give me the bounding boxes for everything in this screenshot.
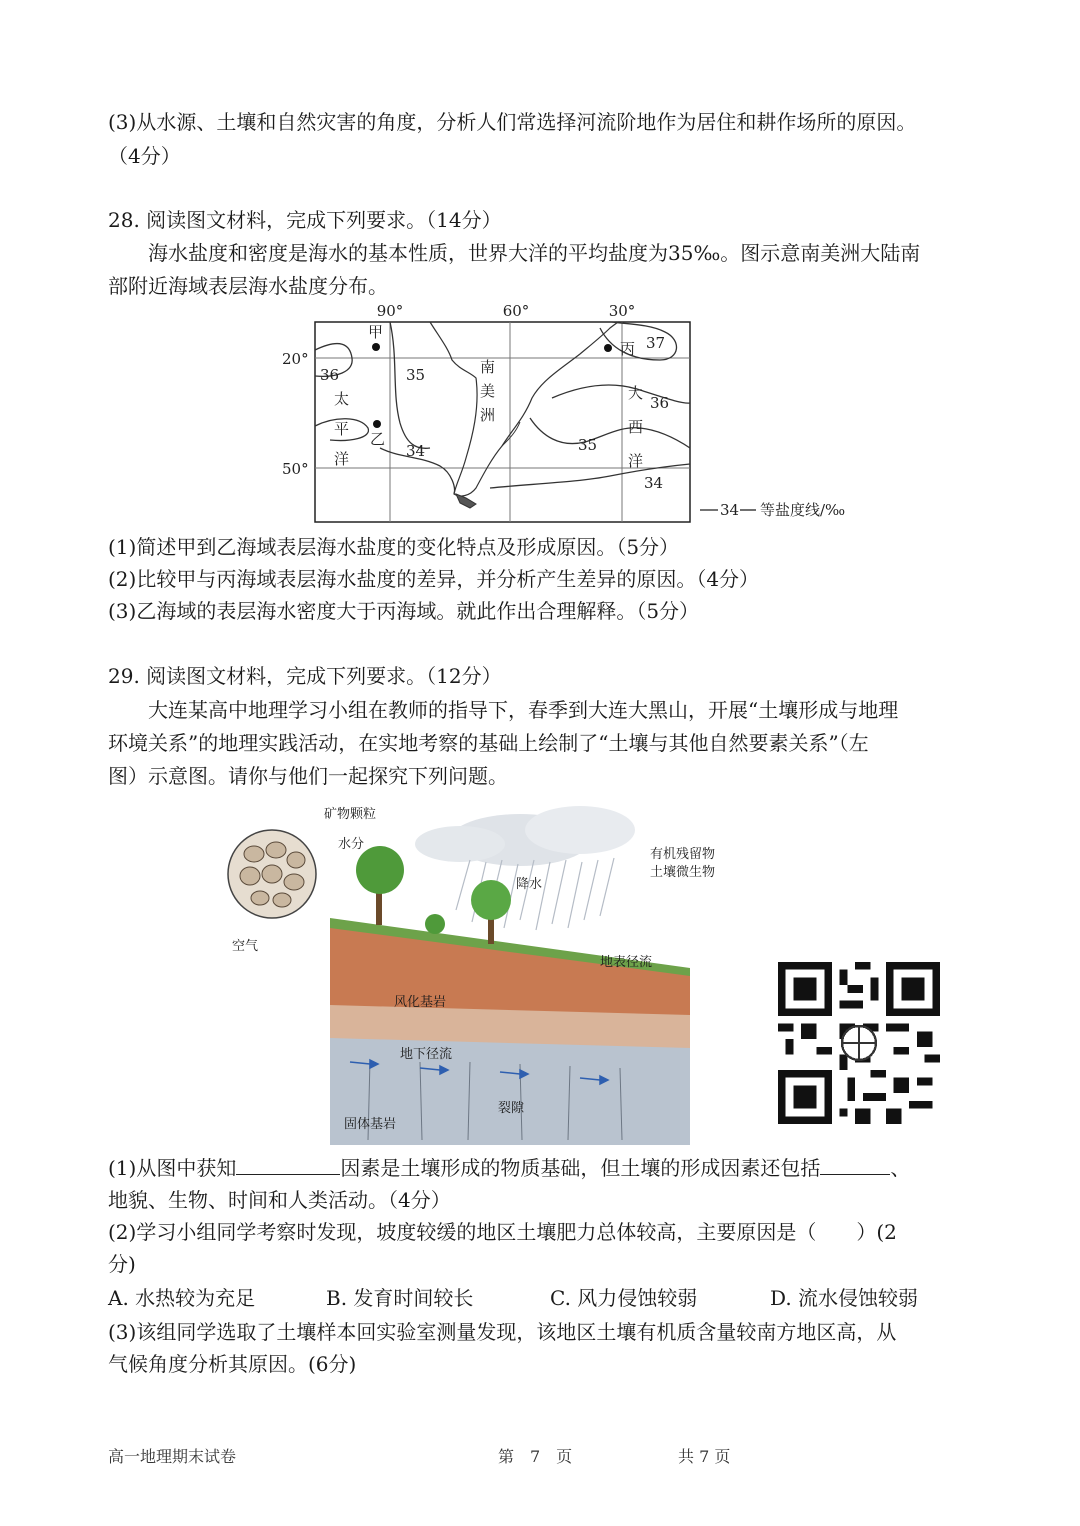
isohaline-label-36-atlantic: 36 <box>650 394 670 412</box>
label-air: 空气 <box>232 939 259 954</box>
q28-sub2: (2)比较甲与丙海域表层海水盐度的差异，并分析产生差异的原因。（4分） <box>108 567 760 591</box>
lon-label-90: 90° <box>376 302 404 320</box>
q29-intro-line2: 环境关系”的地理实践活动，在实地考察的基础上绘制了“土壤与其他自然要素关系”（左 <box>108 731 869 755</box>
soil-diagram <box>220 800 716 1150</box>
label-microbe: 土壤微生物 <box>650 865 716 880</box>
q29-sub1-part-b: 因素是土壤形成的物质基础，但土壤的形成因素还包括 <box>340 1156 821 1180</box>
q29-sub1-line2: 地貌、生物、时间和人类活动。（4分） <box>108 1188 451 1212</box>
q28-sub3: (3)乙海域的表层海水密度大于丙海域。就此作出合理解释。（5分） <box>108 599 700 623</box>
isohaline-label-34-pacific: 34 <box>406 442 426 460</box>
qr-code <box>778 962 940 1124</box>
point-bing-label: 丙 <box>620 340 636 358</box>
south-america-outline <box>430 322 618 496</box>
label-runoff: 地表径流 <box>600 955 653 970</box>
atlantic-label-3: 洋 <box>628 452 644 470</box>
q29-title: 29. 阅读图文材料，完成下列要求。（12分） <box>108 664 502 688</box>
isohaline-35-pacific <box>390 322 430 448</box>
atlantic-label-1: 大 <box>628 384 644 402</box>
label-weathered: 风化基岩 <box>394 995 447 1010</box>
continent-label-2: 美 <box>480 382 496 400</box>
footer-exam-name: 高一地理期末试卷 <box>108 1447 237 1466</box>
q27-part3-line2: （4分） <box>108 144 181 168</box>
q29-sub1-part-c: 、 <box>890 1156 911 1180</box>
continent-label-1: 南 <box>480 358 496 376</box>
isohaline-label-37: 37 <box>646 334 666 352</box>
isohaline-36-atlantic <box>552 385 690 403</box>
q29-sub3-line2: 气候角度分析其原因。(6分) <box>108 1352 357 1376</box>
q28-intro-line2: 部附近海域表层海水盐度分布。 <box>108 274 388 298</box>
tree-3 <box>425 914 445 934</box>
tierra-del-fuego <box>456 494 476 508</box>
q29-sub1-blank1[interactable] <box>236 1154 340 1175</box>
continent-label-3: 洲 <box>480 406 496 424</box>
point-yi-dot <box>373 420 381 428</box>
lon-label-60: 60° <box>502 302 530 320</box>
lon-label-30: 30° <box>608 302 636 320</box>
footer-page-number: 第 7 页 <box>498 1447 573 1466</box>
label-rain: 降水 <box>516 877 543 892</box>
q29-intro-line1: 大连某高中地理学习小组在教师的指导下，春季到大连大黑山，开展“土壤形成与地理 <box>148 698 899 722</box>
q29-sub3-line1: (3)该组同学选取了土壤样本回实验室测量发现，该地区土壤有机质含量较南方地区高，从 <box>108 1320 897 1344</box>
q28-title: 28. 阅读图文材料，完成下列要求。（14分） <box>108 208 502 232</box>
q29-sub1-line1 <box>108 1152 910 1184</box>
lat-label-50: 50° <box>282 460 309 478</box>
q29-sub2-line2: 分) <box>108 1252 136 1276</box>
q29-option-a: A. 水热较为充足 <box>108 1286 256 1310</box>
q29-intro-line3: 图）示意图。请你与他们一起探究下列问题。 <box>108 764 508 788</box>
label-organic: 有机残留物 <box>650 847 716 862</box>
lat-label-20: 20° <box>282 350 309 368</box>
footer-total-pages: 共 7 页 <box>678 1447 731 1466</box>
isohaline-label-36-pacific: 36 <box>320 366 340 384</box>
pacific-label-2: 平 <box>334 420 350 438</box>
pacific-label-1: 太 <box>334 390 350 408</box>
tree-2 <box>471 880 511 944</box>
q28-intro-line1: 海水盐度和密度是海水的基本性质，世界大洋的平均盐度为35‰。图示意南美洲大陆南 <box>148 241 921 265</box>
label-crack: 裂隙 <box>498 1101 525 1116</box>
legend-value: 34 <box>720 501 740 519</box>
legend-text: 等盐度线/‰ <box>760 501 846 519</box>
q27-part3-line1: (3)从水源、土壤和自然灾害的角度，分析人们常选择河流阶地作为居住和耕作场所的原因。 <box>108 110 917 134</box>
rain-cloud <box>415 806 635 866</box>
label-mineral: 矿物颗粒 <box>324 807 377 822</box>
salinity-map <box>280 298 880 530</box>
isohaline-label-35-atlantic: 35 <box>578 436 598 454</box>
soil-magnifier <box>228 830 316 918</box>
q29-option-d: D. 流水侵蚀较弱 <box>770 1286 919 1310</box>
label-bedrock: 固体基岩 <box>344 1117 397 1132</box>
point-yi-label: 乙 <box>370 430 386 448</box>
label-underground: 地下径流 <box>400 1047 453 1062</box>
point-bing-dot <box>604 344 612 352</box>
q29-option-c: C. 风力侵蚀较弱 <box>550 1286 698 1310</box>
q29-sub2-line1: (2)学习小组同学考察时发现，坡度较缓的地区土壤肥力总体较高，主要原因是（ ）(2 <box>108 1220 897 1244</box>
pacific-label-3: 洋 <box>334 450 350 468</box>
point-jia-label: 甲 <box>368 323 384 341</box>
tree-1 <box>356 846 404 925</box>
q29-option-b: B. 发育时间较长 <box>326 1286 474 1310</box>
q29-sub1-blank2[interactable] <box>820 1154 890 1175</box>
isohaline-label-35-pacific: 35 <box>406 366 426 384</box>
point-jia-dot <box>372 343 380 351</box>
atlantic-label-2: 西 <box>628 418 644 436</box>
q28-sub1: (1)简述甲到乙海域表层海水盐度的变化特点及形成原因。（5分） <box>108 535 680 559</box>
label-water: 水分 <box>338 837 365 852</box>
isohaline-label-34-atlantic: 34 <box>644 474 664 492</box>
isohaline-35-atlantic <box>530 418 690 448</box>
q29-sub1-part-a: (1)从图中获知 <box>108 1156 237 1180</box>
